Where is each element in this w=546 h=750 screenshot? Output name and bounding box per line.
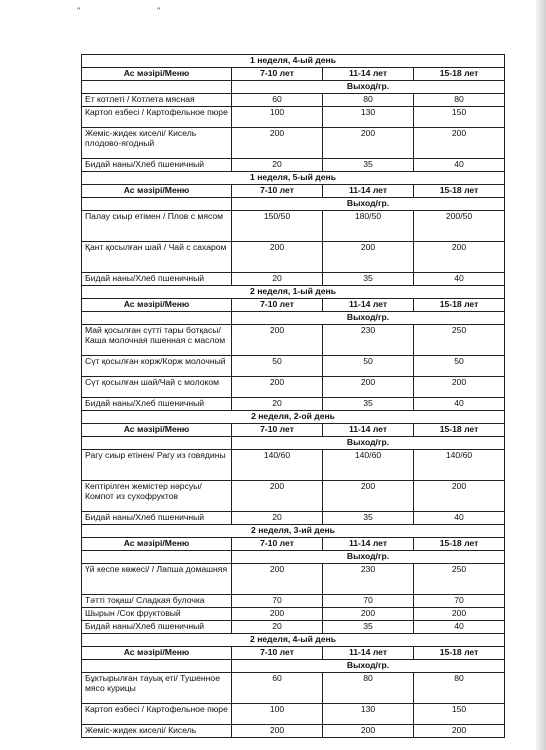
portion-value: 200 bbox=[323, 608, 414, 621]
portion-value: 200 bbox=[232, 608, 323, 621]
header-age-15-18: 15-18 лет bbox=[414, 424, 505, 437]
menu-row bbox=[82, 725, 505, 738]
column-header-row bbox=[82, 68, 505, 81]
output-unit-row bbox=[82, 437, 505, 450]
dish-name: Картоп езбесі / Картофельное пюре bbox=[82, 704, 232, 725]
header-age-11-14: 11-14 лет bbox=[323, 424, 414, 437]
header-age-15-18: 15-18 лет bbox=[414, 647, 505, 660]
menu-row bbox=[82, 704, 505, 725]
portion-value: 200 bbox=[414, 242, 505, 273]
output-blank bbox=[82, 198, 232, 211]
output-unit-label: Выход/гр. bbox=[232, 81, 505, 94]
menu-row bbox=[82, 242, 505, 273]
dish-name: Рагу сиыр етінен/ Рагу из говядины bbox=[82, 450, 232, 481]
output-unit-row bbox=[82, 198, 505, 211]
portion-value: 40 bbox=[414, 398, 505, 411]
header-age-11-14: 11-14 лет bbox=[323, 538, 414, 551]
portion-value: 200 bbox=[232, 564, 323, 595]
header-age-11-14: 11-14 лет bbox=[323, 68, 414, 81]
menu-row bbox=[82, 325, 505, 356]
portion-value: 200 bbox=[414, 128, 505, 159]
dish-name: Бидай наны/Хлеб пшеничный bbox=[82, 159, 232, 172]
section-title: 2 неделя, 4-ый день bbox=[82, 634, 505, 647]
portion-value: 100 bbox=[232, 704, 323, 725]
header-age-7-10: 7-10 лет bbox=[232, 538, 323, 551]
dish-name: Палау сиыр етімен / Плов с мясом bbox=[82, 211, 232, 242]
portion-value: 200 bbox=[323, 481, 414, 512]
header-dish: Ас мәзірі/Меню bbox=[82, 424, 232, 437]
portion-value: 80 bbox=[414, 673, 505, 704]
header-age-15-18: 15-18 лет bbox=[414, 538, 505, 551]
menu-table bbox=[81, 54, 505, 738]
dish-name: Сүт қосылған корж/Корж молочный bbox=[82, 356, 232, 377]
dish-name: Бидай наны/Хлеб пшеничный bbox=[82, 273, 232, 286]
header-dish: Ас мәзірі/Меню bbox=[82, 68, 232, 81]
output-unit-label: Выход/гр. bbox=[232, 198, 505, 211]
output-unit-row bbox=[82, 312, 505, 325]
scan-mark-left: " bbox=[77, 6, 81, 16]
output-unit-row bbox=[82, 660, 505, 673]
section-title-row bbox=[82, 634, 505, 647]
menu-row bbox=[82, 128, 505, 159]
menu-row bbox=[82, 159, 505, 172]
portion-value: 70 bbox=[414, 595, 505, 608]
menu-row bbox=[82, 481, 505, 512]
menu-row bbox=[82, 107, 505, 128]
portion-value: 35 bbox=[323, 621, 414, 634]
output-unit-label: Выход/гр. bbox=[232, 660, 505, 673]
dish-name: Жеміс-жидек киселі/ Кисель bbox=[82, 725, 232, 738]
dish-name: Шырын /Сок фруктовый bbox=[82, 608, 232, 621]
portion-value: 200 bbox=[232, 128, 323, 159]
dish-name: Ет котлеті / Котлета мясная bbox=[82, 94, 232, 107]
portion-value: 180/50 bbox=[323, 211, 414, 242]
portion-value: 60 bbox=[232, 673, 323, 704]
portion-value: 140/60 bbox=[232, 450, 323, 481]
portion-value: 50 bbox=[414, 356, 505, 377]
portion-value: 200 bbox=[414, 608, 505, 621]
dish-name: Сүт қосылған шай/Чай с молоком bbox=[82, 377, 232, 398]
portion-value: 230 bbox=[323, 325, 414, 356]
dish-name: Үй кеспе көжесі/ / Лапша домашняя bbox=[82, 564, 232, 595]
header-age-15-18: 15-18 лет bbox=[414, 68, 505, 81]
header-dish: Ас мәзірі/Меню bbox=[82, 647, 232, 660]
portion-value: 50 bbox=[232, 356, 323, 377]
portion-value: 35 bbox=[323, 159, 414, 172]
section-title: 2 неделя, 3-ий день bbox=[82, 525, 505, 538]
menu-row bbox=[82, 398, 505, 411]
scan-mark-right: " bbox=[157, 6, 161, 16]
portion-value: 200 bbox=[232, 725, 323, 738]
output-unit-label: Выход/гр. bbox=[232, 312, 505, 325]
dish-name: Картоп езбесі / Картофельное пюре bbox=[82, 107, 232, 128]
portion-value: 80 bbox=[414, 94, 505, 107]
header-age-11-14: 11-14 лет bbox=[323, 185, 414, 198]
column-header-row bbox=[82, 299, 505, 312]
portion-value: 200 bbox=[414, 725, 505, 738]
portion-value: 40 bbox=[414, 621, 505, 634]
header-dish: Ас мәзірі/Меню bbox=[82, 538, 232, 551]
header-dish: Ас мәзірі/Меню bbox=[82, 299, 232, 312]
header-age-7-10: 7-10 лет bbox=[232, 299, 323, 312]
portion-value: 150/50 bbox=[232, 211, 323, 242]
portion-value: 200 bbox=[232, 242, 323, 273]
portion-value: 35 bbox=[323, 273, 414, 286]
portion-value: 200 bbox=[414, 481, 505, 512]
section-title: 1 неделя, 5-ый день bbox=[82, 172, 505, 185]
portion-value: 20 bbox=[232, 398, 323, 411]
portion-value: 80 bbox=[323, 673, 414, 704]
menu-row bbox=[82, 595, 505, 608]
header-age-7-10: 7-10 лет bbox=[232, 424, 323, 437]
menu-row bbox=[82, 377, 505, 398]
dish-name: Бидай наны/Хлеб пшеничный bbox=[82, 398, 232, 411]
menu-row bbox=[82, 273, 505, 286]
menu-row bbox=[82, 564, 505, 595]
portion-value: 150 bbox=[414, 704, 505, 725]
portion-value: 70 bbox=[232, 595, 323, 608]
column-header-row bbox=[82, 647, 505, 660]
portion-value: 20 bbox=[232, 621, 323, 634]
header-age-15-18: 15-18 лет bbox=[414, 185, 505, 198]
portion-value: 20 bbox=[232, 159, 323, 172]
dish-name: Май қосылған сүтті тары ботқасы/Каша молочная пшенная с маслом bbox=[82, 325, 232, 356]
section-title: 1 неделя, 4-ый день bbox=[82, 55, 505, 68]
section-title: 2 неделя, 2-ой день bbox=[82, 411, 505, 424]
section-title-row bbox=[82, 172, 505, 185]
scan-edge-shadow bbox=[536, 0, 546, 750]
portion-value: 20 bbox=[232, 273, 323, 286]
portion-value: 50 bbox=[323, 356, 414, 377]
column-header-row bbox=[82, 538, 505, 551]
header-dish: Ас мәзірі/Меню bbox=[82, 185, 232, 198]
dish-name: Кептірілген жемістер нәрсуы/Компот из сухофруктов bbox=[82, 481, 232, 512]
header-age-7-10: 7-10 лет bbox=[232, 185, 323, 198]
header-age-11-14: 11-14 лет bbox=[323, 647, 414, 660]
output-blank bbox=[82, 437, 232, 450]
output-blank bbox=[82, 312, 232, 325]
portion-value: 250 bbox=[414, 564, 505, 595]
output-blank bbox=[82, 551, 232, 564]
menu-row bbox=[82, 673, 505, 704]
header-age-7-10: 7-10 лет bbox=[232, 68, 323, 81]
section-title-row bbox=[82, 55, 505, 68]
portion-value: 130 bbox=[323, 704, 414, 725]
portion-value: 230 bbox=[323, 564, 414, 595]
output-unit-label: Выход/гр. bbox=[232, 551, 505, 564]
dish-name: Қант қосылған шай / Чай с сахаром bbox=[82, 242, 232, 273]
portion-value: 140/60 bbox=[414, 450, 505, 481]
menu-row bbox=[82, 94, 505, 107]
dish-name: Бұктырылған тауық еті/ Тушенное мясо курицы bbox=[82, 673, 232, 704]
output-blank bbox=[82, 660, 232, 673]
menu-row bbox=[82, 356, 505, 377]
output-unit-label: Выход/гр. bbox=[232, 437, 505, 450]
dish-name: Тәтті тоқаш/ Сладкая булочка bbox=[82, 595, 232, 608]
portion-value: 150 bbox=[414, 107, 505, 128]
dish-name: Бидай наны/Хлеб пшеничный bbox=[82, 512, 232, 525]
portion-value: 100 bbox=[232, 107, 323, 128]
portion-value: 200 bbox=[232, 377, 323, 398]
dish-name: Бидай наны/Хлеб пшеничный bbox=[82, 621, 232, 634]
menu-row bbox=[82, 512, 505, 525]
portion-value: 40 bbox=[414, 159, 505, 172]
portion-value: 200 bbox=[323, 128, 414, 159]
menu-row bbox=[82, 621, 505, 634]
portion-value: 70 bbox=[323, 595, 414, 608]
portion-value: 200/50 bbox=[414, 211, 505, 242]
portion-value: 60 bbox=[232, 94, 323, 107]
portion-value: 250 bbox=[414, 325, 505, 356]
section-title: 2 неделя, 1-ый день bbox=[82, 286, 505, 299]
header-age-15-18: 15-18 лет bbox=[414, 299, 505, 312]
section-title-row bbox=[82, 411, 505, 424]
portion-value: 35 bbox=[323, 398, 414, 411]
column-header-row bbox=[82, 424, 505, 437]
portion-value: 200 bbox=[232, 325, 323, 356]
column-header-row bbox=[82, 185, 505, 198]
header-age-7-10: 7-10 лет bbox=[232, 647, 323, 660]
menu-row bbox=[82, 608, 505, 621]
output-unit-row bbox=[82, 81, 505, 94]
output-unit-row bbox=[82, 551, 505, 564]
portion-value: 140/60 bbox=[323, 450, 414, 481]
menu-row bbox=[82, 450, 505, 481]
menu-row bbox=[82, 211, 505, 242]
portion-value: 200 bbox=[323, 242, 414, 273]
portion-value: 200 bbox=[323, 725, 414, 738]
portion-value: 40 bbox=[414, 273, 505, 286]
portion-value: 40 bbox=[414, 512, 505, 525]
output-blank bbox=[82, 81, 232, 94]
dish-name: Жеміс-жидек киселі/ Кисель плодово-ягодный bbox=[82, 128, 232, 159]
portion-value: 200 bbox=[414, 377, 505, 398]
header-age-11-14: 11-14 лет bbox=[323, 299, 414, 312]
portion-value: 200 bbox=[323, 377, 414, 398]
section-title-row bbox=[82, 525, 505, 538]
portion-value: 20 bbox=[232, 512, 323, 525]
portion-value: 80 bbox=[323, 94, 414, 107]
portion-value: 130 bbox=[323, 107, 414, 128]
section-title-row bbox=[82, 286, 505, 299]
portion-value: 200 bbox=[232, 481, 323, 512]
portion-value: 35 bbox=[323, 512, 414, 525]
